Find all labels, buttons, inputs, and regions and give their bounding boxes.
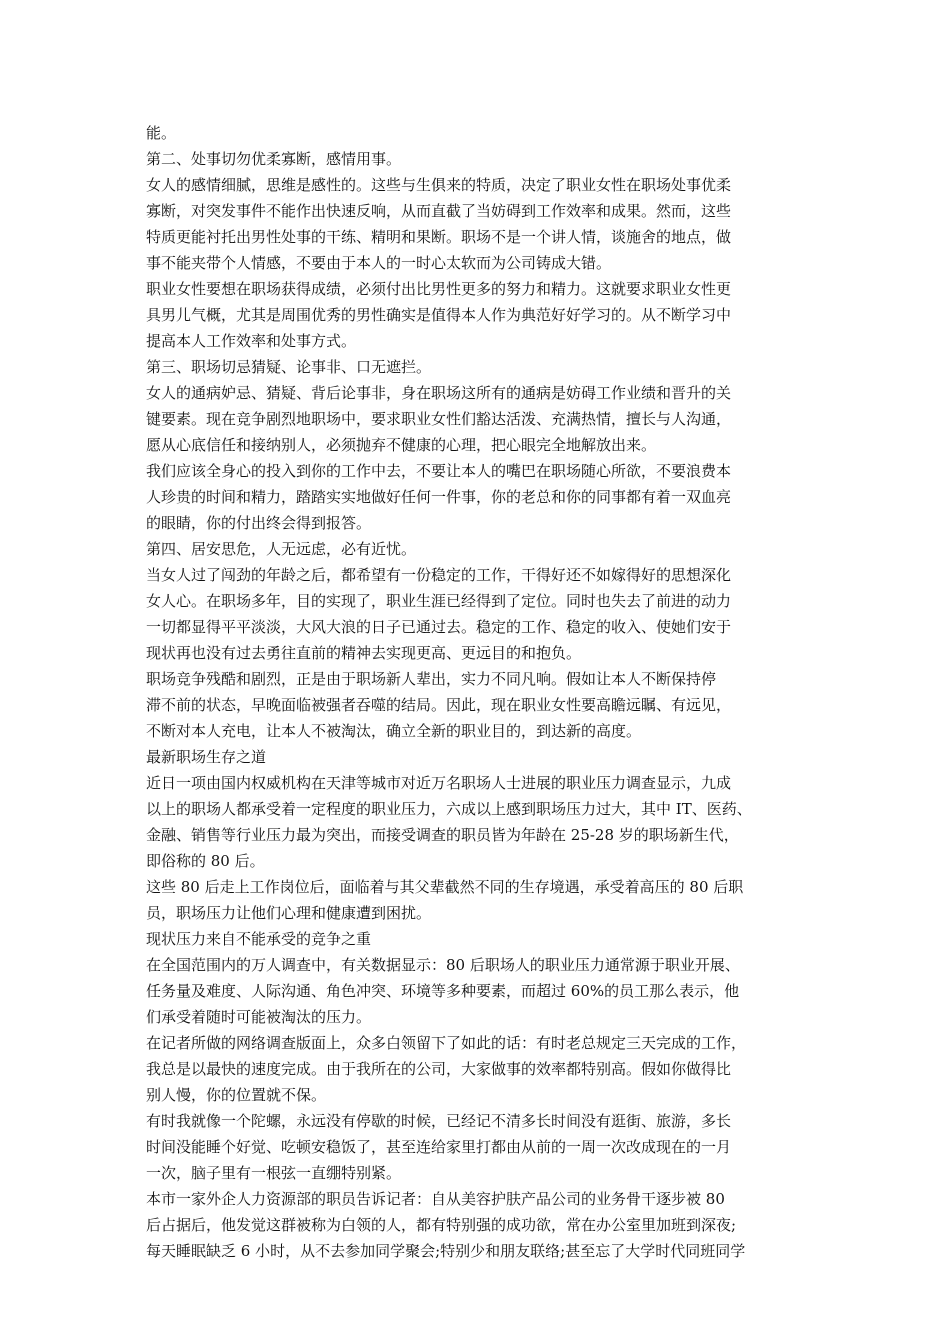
text-line: 女人的感情细腻，思维是感性的。这些与生俱来的特质，决定了职业女性在职场处事优柔 xyxy=(146,176,732,194)
section-heading: 第四、居安思危，人无远虑，必有近忧。 xyxy=(146,540,417,558)
text-line: 有时我就像一个陀螺，永远没有停歇的时候，已经记不清多长时间没有逛街、旅游，多长 xyxy=(146,1112,732,1130)
text-line: 提高本人工作效率和处事方式。 xyxy=(146,332,357,350)
text-line: 们承受着随时可能被淘汰的压力。 xyxy=(146,1008,372,1026)
text-line: 当女人过了闯劲的年龄之后，都希望有一份稳定的工作，干得好还不如嫁得好的思想深化 xyxy=(146,566,732,584)
text-line: 我总是以最快的速度完成。由于我所在的公司，大家做事的效率都特别高。假如你做得比 xyxy=(146,1060,732,1078)
text-line: 键要素。现在竞争剧烈地职场中，要求职业女性们豁达活泼、充满热情，擅长与人沟通， xyxy=(146,410,732,428)
text-line: 的眼睛，你的付出终会得到报答。 xyxy=(146,514,372,532)
text-line: 具男儿气概，尤其是周围优秀的男性确实是值得本人作为典范好好学习的。从不断学习中 xyxy=(146,306,732,324)
text-line: 后占据后，他发觉这群被称为白领的人，都有特别强的成功欲，常在办公室里加班到深夜; xyxy=(146,1216,737,1234)
text-line: 员，职场压力让他们心理和健康遭到困扰。 xyxy=(146,904,432,922)
text-line: 事不能夹带个人情感，不要由于本人的一时心太软而为公司铸成大错。 xyxy=(146,254,612,272)
text-line: 一切都显得平平淡淡，大风大浪的日子已通过去。稳定的工作、稳定的收入、使她们安于 xyxy=(146,618,732,636)
text-line: 职业女性要想在职场获得成绩，必须付出比男性更多的努力和精力。这就要求职业女性更 xyxy=(146,280,732,298)
text-line: 女人的通病妒忌、猜疑、背后论事非，身在职场这所有的通病是妨碍工作业绩和晋升的关 xyxy=(146,384,732,402)
text-line: 现状再也没有过去勇往直前的精神去实现更高、更远目的和抱负。 xyxy=(146,644,582,662)
section-heading: 现状压力来自不能承受的竞争之重 xyxy=(146,930,372,948)
text-line: 寡断，对突发事件不能作出快速反响，从而直截了当妨碍到工作效率和成果。然而，这些 xyxy=(146,202,732,220)
text-line: 时间没能睡个好觉、吃顿安稳饭了，甚至连给家里打都由从前的一周一次改成现在的一月 xyxy=(146,1138,732,1156)
text-line: 在记者所做的网络调查版面上，众多白领留下了如此的话：有时老总规定三天完成的工作， xyxy=(146,1034,747,1052)
text-line: 滞不前的状态，早晚面临被强者吞噬的结局。因此，现在职业女性要高瞻远瞩、有远见， xyxy=(146,696,732,714)
text-line: 即俗称的 80 后。 xyxy=(146,852,265,870)
text-line: 特质更能衬托出男性处事的干练、精明和果断。职场不是一个讲人情，谈施舍的地点，做 xyxy=(146,228,732,246)
text-line: 近日一项由国内权威机构在天津等城市对近万名职场人士进展的职业压力调查显示，九成 xyxy=(146,774,732,792)
text-line: 不断对本人充电，让本人不被淘汰，确立全新的职业目的，到达新的高度。 xyxy=(146,722,642,740)
text-line: 以上的职场人都承受着一定程度的职业压力，六成以上感到职场压力过大，其中 IT、医药、 xyxy=(146,800,752,818)
text-line: 任务量及难度、人际沟通、角色冲突、环境等多种要素，而超过 60%的员工那么表示，他 xyxy=(146,982,740,1000)
section-heading: 第三、职场切忌猜疑、论事非、口无遮拦。 xyxy=(146,358,432,376)
section-heading: 第二、处事切勿优柔寡断，感情用事。 xyxy=(146,150,402,168)
text-line: 职场竞争残酷和剧烈，正是由于职场新人辈出，实力不同凡响。假如让本人不断保持停 xyxy=(146,670,717,688)
text-line: 别人慢，你的位置就不保。 xyxy=(146,1086,327,1104)
text-line: 本市一家外企人力资源部的职员告诉记者：自从美容护肤产品公司的业务骨干逐步被 80 xyxy=(146,1190,725,1208)
text-line: 人珍贵的时间和精力，踏踏实实地做好任何一件事，你的老总和你的同事都有着一双血亮 xyxy=(146,488,732,506)
text-line: 愿从心底信任和接纳别人，必须抛弃不健康的心理，把心眼完全地解放出来。 xyxy=(146,436,657,454)
text-line: 我们应该全身心的投入到你的工作中去，不要让本人的嘴巴在职场随心所欲，不要浪费本 xyxy=(146,462,732,480)
text-line: 能。 xyxy=(146,124,177,142)
text-line: 金融、销售等行业压力最为突出，而接受调查的职员皆为年龄在 25-28 岁的职场新生代， xyxy=(146,826,739,844)
document-page xyxy=(146,120,830,1264)
text-line: 这些 80 后走上工作岗位后，面临着与其父辈截然不同的生存境遇，承受着高压的 80 后职 xyxy=(146,878,744,896)
text-line: 女人心。在职场多年，目的实现了，职业生涯已经得到了定位。同时也失去了前进的动力 xyxy=(146,592,732,610)
text-line: 每天睡眠缺乏 6 小时，从不去参加同学聚会;特别少和朋友联络;甚至忘了大学时代同班同学 xyxy=(146,1242,746,1260)
section-heading: 最新职场生存之道 xyxy=(146,748,267,766)
text-line: 一次，脑子里有一根弦一直绷特别紧。 xyxy=(146,1164,402,1182)
text-line: 在全国范围内的万人调查中，有关数据显示：80 后职场人的职业压力通常源于职业开展、 xyxy=(146,956,740,974)
